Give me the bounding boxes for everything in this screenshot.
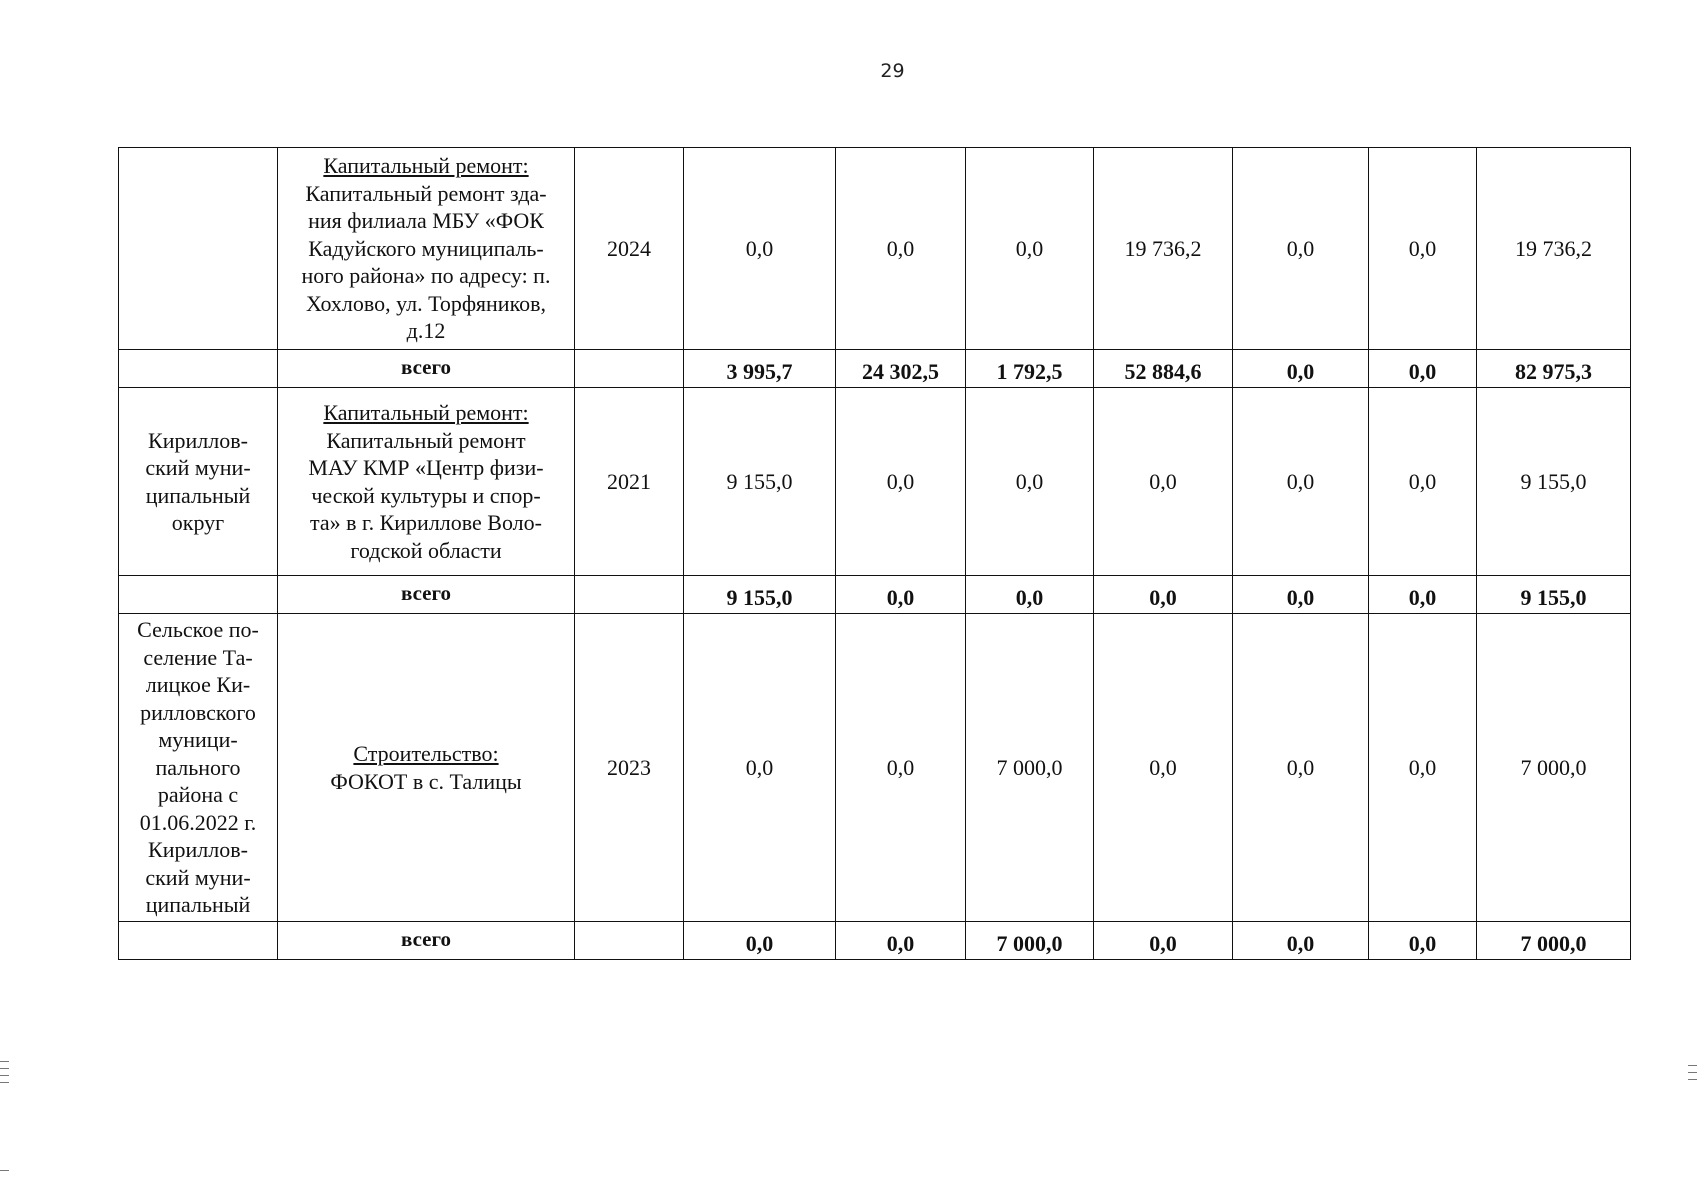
detail-row	[119, 388, 1631, 576]
object-type-label: Строительство:	[353, 741, 499, 766]
owner-cell	[119, 388, 278, 576]
year-cell-empty	[575, 576, 684, 614]
object-type-label: Капитальный ремонт:	[323, 400, 529, 425]
description-cell	[278, 614, 575, 922]
total-value-cell: 7 000,0	[1477, 922, 1631, 960]
value-cell: 0,0	[1094, 614, 1233, 922]
description-line: ного района» по адресу: п.	[301, 263, 551, 289]
total-value-cell: 1 792,5	[966, 350, 1094, 388]
page-number: 29	[880, 60, 905, 82]
scan-edge-mark	[1688, 1072, 1697, 1073]
value-cell: 0,0	[1233, 388, 1369, 576]
value-cell: 9 155,0	[1477, 388, 1631, 576]
owner-line: ский муни-	[145, 455, 251, 480]
total-value-cell: 52 884,6	[1094, 350, 1233, 388]
value-cell: 0,0	[1369, 388, 1477, 576]
description-line: ФОКОТ в с. Талицы	[330, 768, 522, 794]
owner-line: пального	[155, 754, 241, 780]
total-label: всего	[278, 922, 575, 960]
description-line: ния филиала МБУ «ФОК	[308, 208, 544, 234]
object-type-label: Капитальный ремонт:	[323, 153, 529, 179]
scan-edge-mark	[0, 1075, 9, 1076]
description-cell	[278, 148, 575, 350]
description-line: годской области	[350, 537, 502, 563]
total-value-cell: 82 975,3	[1477, 350, 1631, 388]
owner-cell-empty	[119, 576, 278, 614]
value-cell: 0,0	[836, 148, 966, 350]
description-line: ческой культуры и спор-	[311, 482, 541, 508]
value-cell: 7 000,0	[1477, 614, 1631, 922]
owner-line: Кириллов-	[148, 427, 248, 453]
owner-line: ципальный	[145, 482, 251, 508]
total-value-cell: 0,0	[1369, 350, 1477, 388]
value-cell: 0,0	[836, 388, 966, 576]
description-line: Хохлово, ул. Торфяников,	[305, 290, 547, 316]
value-cell: 7 000,0	[966, 614, 1094, 922]
detail-row	[119, 148, 1631, 350]
total-value-cell: 7 000,0	[966, 922, 1094, 960]
total-value-cell: 0,0	[1233, 576, 1369, 614]
owner-line: ципальный	[145, 892, 251, 918]
description-line: Капитальный ремонт	[326, 427, 526, 453]
description-cell	[278, 388, 575, 576]
value-cell: 0,0	[684, 148, 836, 350]
total-value-cell: 0,0	[836, 576, 966, 614]
value-cell: 9 155,0	[684, 388, 836, 576]
total-value-cell: 0,0	[1094, 922, 1233, 960]
value-cell: 0,0	[1233, 148, 1369, 350]
owner-line: Кириллов-	[148, 837, 248, 863]
value-cell: 19 736,2	[1094, 148, 1233, 350]
description-line: МАУ КМР «Центр физи-	[308, 455, 544, 480]
owner-line: округ	[171, 510, 225, 535]
value-cell: 0,0	[1369, 148, 1477, 350]
total-label: всего	[278, 576, 575, 614]
owner-line: ский муни-	[145, 864, 251, 890]
total-row	[119, 922, 1631, 960]
description-line: Кадуйского муниципаль-	[308, 235, 544, 261]
scan-edge-mark	[0, 1170, 9, 1171]
owner-line: 01.06.2022 г.	[139, 809, 257, 835]
value-cell: 0,0	[1369, 614, 1477, 922]
financing-table	[118, 147, 1631, 960]
description-line: д.12	[406, 318, 446, 344]
total-label: всего	[278, 350, 575, 388]
total-row	[119, 576, 1631, 614]
value-cell: 0,0	[966, 388, 1094, 576]
total-value-cell: 0,0	[684, 922, 836, 960]
scan-edge-mark	[1688, 1079, 1697, 1080]
owner-line: рилловского	[140, 699, 256, 725]
total-value-cell: 0,0	[1233, 350, 1369, 388]
owner-cell	[119, 614, 278, 922]
year-cell: 2023	[575, 614, 684, 922]
total-value-cell: 24 302,5	[836, 350, 966, 388]
scan-edge-mark	[0, 1061, 9, 1062]
total-value-cell: 0,0	[966, 576, 1094, 614]
total-value-cell: 9 155,0	[1477, 576, 1631, 614]
owner-line: муници-	[158, 727, 238, 753]
year-cell: 2021	[575, 388, 684, 576]
total-value-cell: 0,0	[1369, 922, 1477, 960]
owner-line: района с	[157, 782, 239, 808]
value-cell: 0,0	[684, 614, 836, 922]
total-value-cell: 0,0	[1233, 922, 1369, 960]
total-value-cell: 0,0	[836, 922, 966, 960]
owner-cell-empty	[119, 350, 278, 388]
year-cell-empty	[575, 350, 684, 388]
value-cell: 19 736,2	[1477, 148, 1631, 350]
owner-line: лицкое Ки-	[145, 672, 251, 698]
description-line: та» в г. Кириллове Воло-	[310, 510, 542, 535]
year-cell-empty	[575, 922, 684, 960]
description-line: Капитальный ремонт зда-	[305, 180, 547, 206]
value-cell: 0,0	[1233, 614, 1369, 922]
total-value-cell: 0,0	[1369, 576, 1477, 614]
total-value-cell: 3 995,7	[684, 350, 836, 388]
owner-cell-empty	[119, 922, 278, 960]
owner-cell	[119, 148, 278, 350]
total-row	[119, 350, 1631, 388]
total-value-cell: 0,0	[1094, 576, 1233, 614]
scan-edge-mark	[0, 1082, 9, 1083]
scan-edge-mark	[1688, 1065, 1697, 1066]
scan-edge-mark	[0, 1068, 9, 1069]
owner-line: Сельское по-	[137, 617, 259, 643]
year-cell: 2024	[575, 148, 684, 350]
owner-line: селение Та-	[143, 644, 253, 670]
total-value-cell: 9 155,0	[684, 576, 836, 614]
detail-row	[119, 614, 1631, 922]
value-cell: 0,0	[1094, 388, 1233, 576]
value-cell: 0,0	[966, 148, 1094, 350]
value-cell: 0,0	[836, 614, 966, 922]
